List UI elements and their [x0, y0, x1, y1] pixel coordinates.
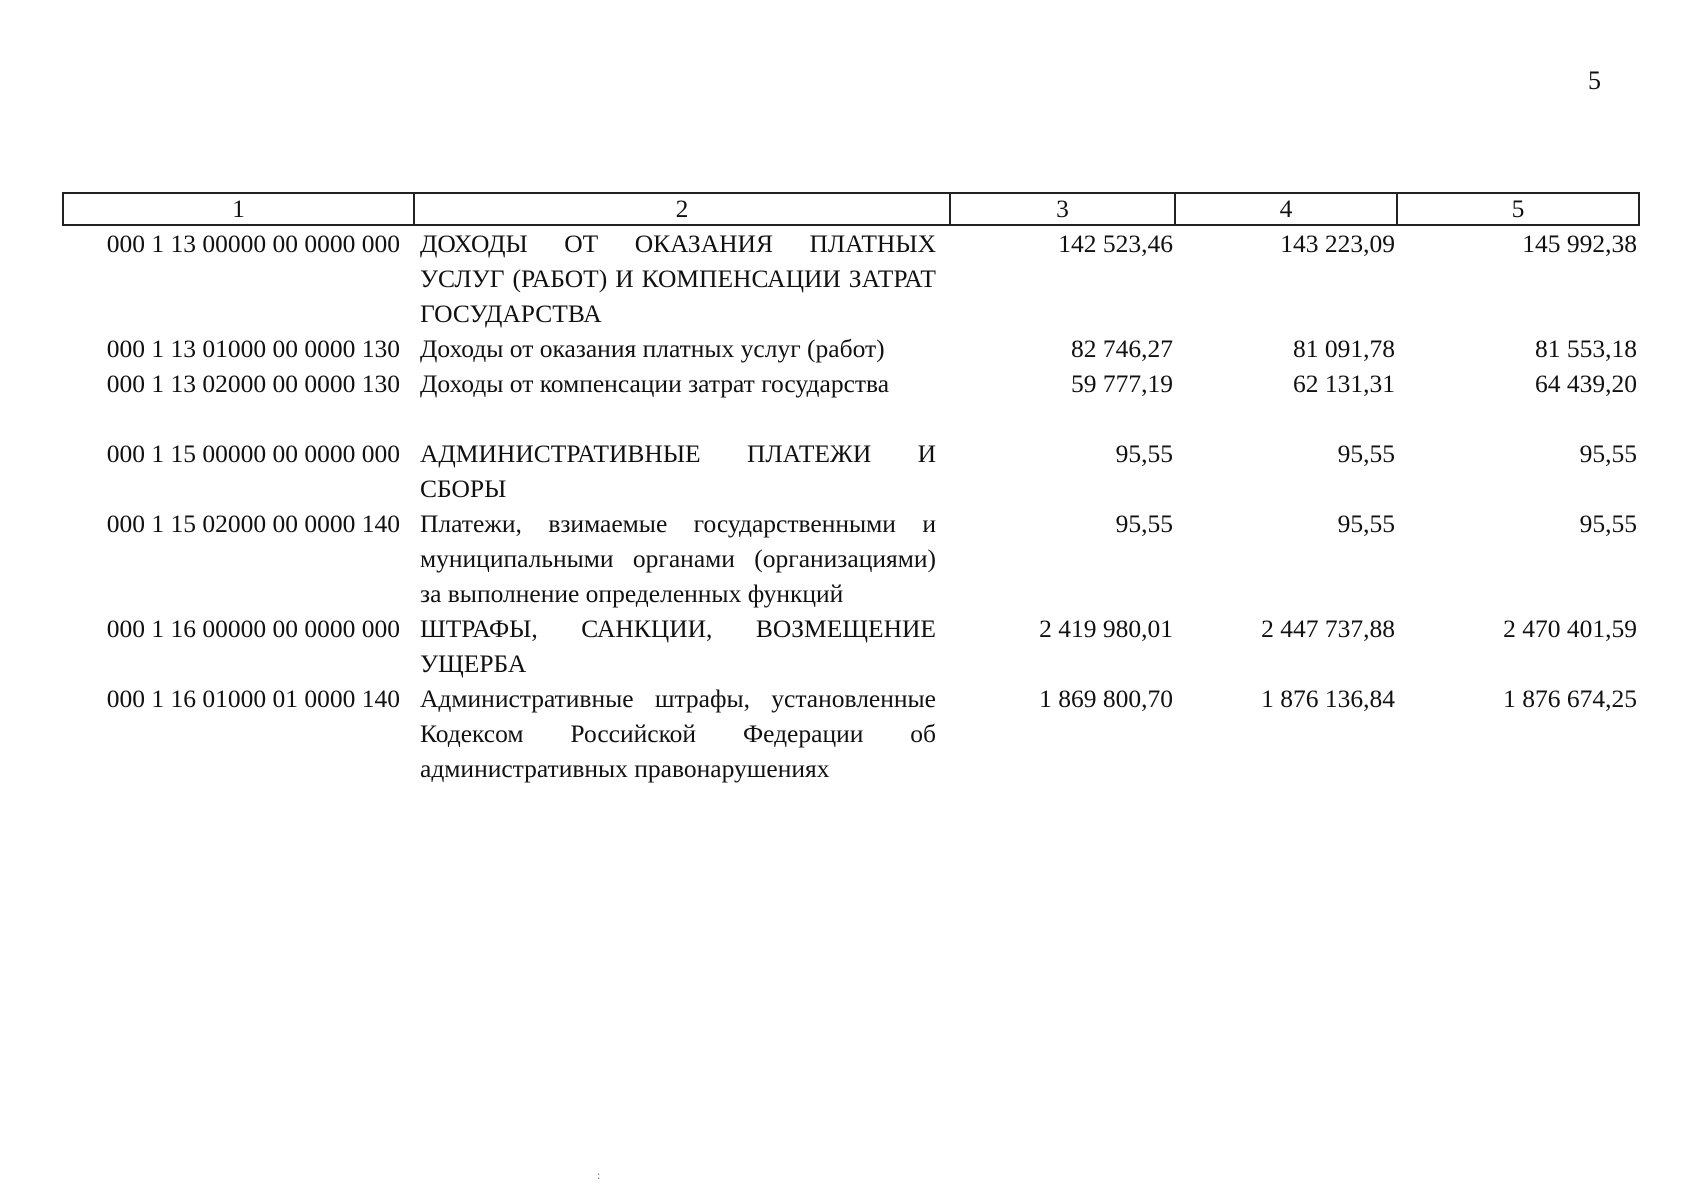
amount-col-5: 95,55: [1579, 439, 1637, 468]
amount-col-4: 81 091,78: [1293, 334, 1395, 363]
table-row: [63, 401, 1639, 506]
amount-col-4: 95,55: [1337, 509, 1395, 538]
table-row: [63, 225, 1639, 331]
budget-code: 000 1 13 00000 00 0000 000: [106, 229, 400, 258]
amount-col-3: 95,55: [1115, 509, 1173, 538]
budget-code: 000 1 16 00000 00 0000 000: [106, 614, 400, 643]
amount-col-3: 95,55: [1115, 439, 1173, 468]
budget-code: 000 1 16 01000 01 0000 140: [106, 684, 400, 713]
amount-col-3: 1 869 800,70: [1039, 684, 1173, 713]
header-col-3: 3: [950, 193, 1175, 225]
revenue-name: Доходы от оказания платных услуг (работ): [420, 334, 885, 363]
table-row: [63, 331, 1639, 366]
revenue-name: АДМИНИСТРАТИВНЫЕ ПЛАТЕЖИ И СБОРЫ: [420, 439, 936, 503]
budget-code: 000 1 13 01000 00 0000 130: [106, 334, 400, 363]
scan-speck: :: [597, 1168, 601, 1182]
header-col-5: 5: [1397, 193, 1639, 225]
amount-col-3: 142 523,46: [1058, 229, 1173, 258]
table-row: [63, 506, 1639, 611]
revenue-name: ДОХОДЫ ОТ ОКАЗАНИЯ ПЛАТНЫХ УСЛУГ (РАБОТ) И КОМПЕНСАЦИИ ЗАТРАТ ГОСУДАРСТВА: [420, 229, 936, 328]
amount-col-5: 81 553,18: [1535, 334, 1637, 363]
amount-col-4: 1 876 136,84: [1261, 684, 1395, 713]
budget-code: 000 1 15 00000 00 0000 000: [106, 439, 400, 468]
revenue-name: Платежи, взимаемые государственными и муниципальными органами (организациями) за выполнение определенных функций: [420, 509, 936, 608]
amount-col-5: 2 470 401,59: [1503, 614, 1637, 643]
amount-col-4: 95,55: [1337, 439, 1395, 468]
amount-col-4: 62 131,31: [1293, 369, 1395, 398]
revenue-name: Доходы от компенсации затрат государства: [420, 369, 890, 398]
page-number: 5: [1588, 66, 1601, 95]
header-col-4: 4: [1175, 193, 1397, 225]
table-row: [63, 366, 1639, 401]
amount-col-3: 82 746,27: [1071, 334, 1173, 363]
budget-code: 000 1 15 02000 00 0000 140: [106, 509, 400, 538]
table-header-row: [63, 193, 1639, 225]
revenue-name: Административные штрафы, установленные Кодексом Российской Федерации об административных правонарушениях: [420, 684, 936, 783]
amount-col-5: 1 876 674,25: [1503, 684, 1637, 713]
table-row: [63, 611, 1639, 681]
revenue-table: [62, 192, 1640, 786]
header-col-2: 2: [414, 193, 950, 225]
header-col-1: 1: [63, 193, 414, 225]
amount-col-4: 143 223,09: [1280, 229, 1395, 258]
amount-col-4: 2 447 737,88: [1261, 614, 1395, 643]
amount-col-3: 2 419 980,01: [1039, 614, 1173, 643]
revenue-name: ШТРАФЫ, САНКЦИИ, ВОЗМЕЩЕНИЕ УЩЕРБА: [420, 614, 936, 678]
amount-col-5: 64 439,20: [1535, 369, 1637, 398]
table-row: [63, 681, 1639, 786]
amount-col-5: 145 992,38: [1522, 229, 1637, 258]
amount-col-3: 59 777,19: [1071, 369, 1173, 398]
amount-col-5: 95,55: [1579, 509, 1637, 538]
budget-code: 000 1 13 02000 00 0000 130: [106, 369, 400, 398]
